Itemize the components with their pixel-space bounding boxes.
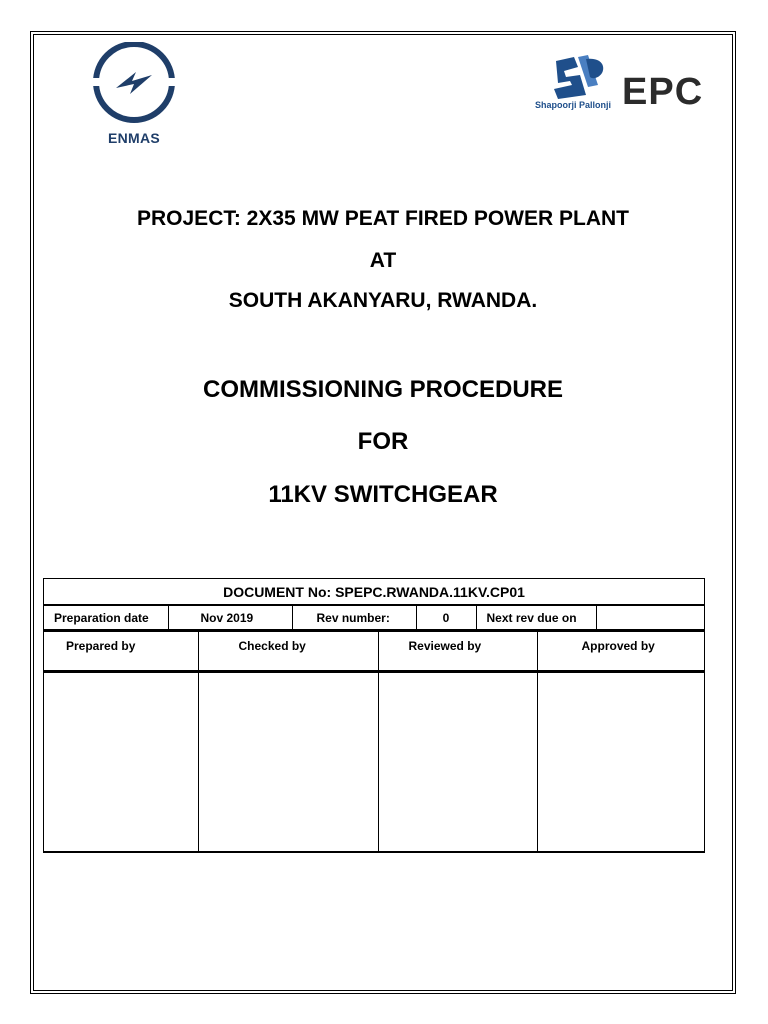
prepared-by-header: Prepared by: [44, 632, 198, 671]
reviewed-by-header: Reviewed by: [378, 632, 537, 671]
preparation-date-label: Preparation date: [44, 606, 168, 630]
epc-wordmark: EPC: [622, 71, 704, 113]
project-location: SOUTH AKANYARU, RWANDA.: [228, 289, 538, 312]
project-at: AT: [369, 249, 397, 272]
procedure-for: FOR: [357, 428, 409, 455]
equipment-title: 11KV SWITCHGEAR: [268, 481, 498, 508]
sp-caption: Shapoorji Pallonji: [534, 100, 611, 110]
enmas-wordmark: ENMAS: [107, 130, 161, 146]
next-rev-value: [596, 606, 704, 630]
reviewed-by-signature: [378, 673, 537, 852]
preparation-row: [44, 605, 705, 631]
preparation-date-value: Nov 2019: [168, 606, 292, 630]
lightning-ring-icon: [86, 42, 182, 130]
next-rev-label: Next rev due on: [476, 606, 596, 630]
enmas-logo: [86, 42, 182, 152]
sp-epc-logo: [528, 55, 708, 119]
document-number: DOCUMENT No: SPEPC.RWANDA.11KV.CP01: [44, 579, 705, 605]
rev-number-value: 0: [416, 606, 476, 630]
approved-by-header: Approved by: [537, 632, 704, 671]
prepared-by-signature: [44, 673, 198, 852]
document-control-table: [43, 578, 705, 853]
signoff-header-row: [44, 631, 705, 672]
checked-by-header: Checked by: [198, 632, 378, 671]
signoff-body-row: [44, 672, 705, 853]
sp-monogram-icon: [528, 55, 618, 101]
project-title: PROJECT: 2X35 MW PEAT FIRED POWER PLANT: [137, 207, 629, 230]
procedure-title: COMMISSIONING PROCEDURE: [202, 376, 564, 403]
approved-by-signature: [537, 673, 704, 852]
rev-number-label: Rev number:: [292, 606, 416, 630]
checked-by-signature: [198, 673, 378, 852]
